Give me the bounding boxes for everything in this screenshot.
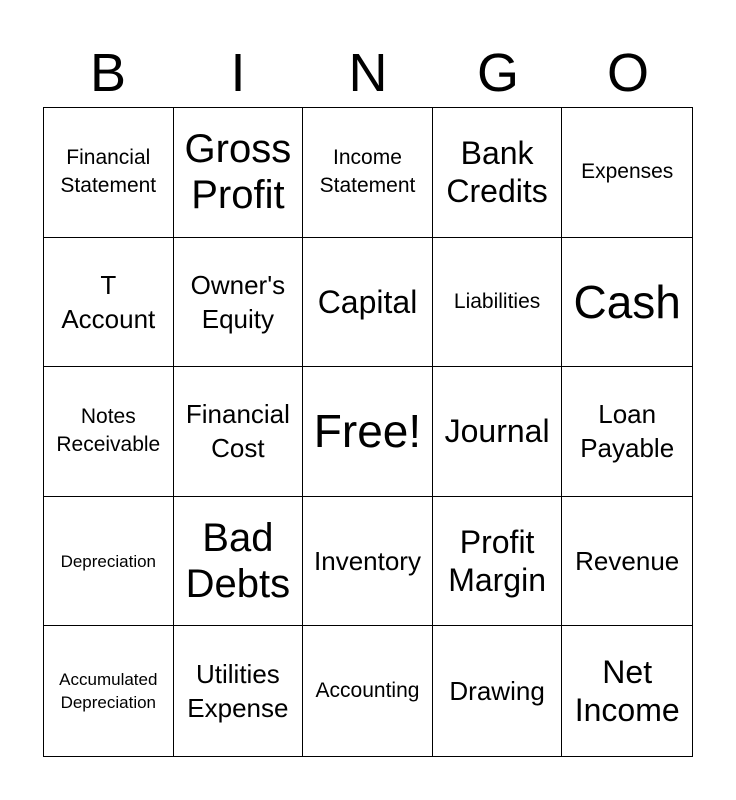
- cell-text: Liabilities: [453, 289, 541, 313]
- bingo-cell-r4c2[interactable]: [174, 497, 304, 627]
- bingo-cell-r3c5[interactable]: [562, 367, 692, 497]
- bingo-cell-r5c4[interactable]: [433, 626, 563, 756]
- bingo-cell-r4c3[interactable]: [303, 497, 433, 627]
- header-letter-o: O: [606, 43, 649, 103]
- bingo-cell-free[interactable]: [303, 367, 433, 497]
- header-letter-g: G: [476, 43, 519, 103]
- bingo-cell-r5c5[interactable]: [562, 626, 692, 756]
- bingo-cell-r1c4[interactable]: [433, 108, 563, 238]
- header-letter-n: N: [348, 43, 388, 103]
- bingo-cell-r5c1[interactable]: [44, 626, 174, 756]
- bingo-cell-r5c3[interactable]: [303, 626, 433, 756]
- cell-text: Financial Cost: [185, 399, 290, 464]
- cell-text: Free!: [313, 405, 422, 458]
- bingo-cell-r2c1[interactable]: [44, 238, 174, 368]
- cell-text: Net Income: [574, 654, 680, 729]
- bingo-cell-r3c1[interactable]: [44, 367, 174, 497]
- header-letter-i: I: [230, 43, 246, 103]
- header-letter-b: B: [89, 43, 127, 103]
- cell-text: Expenses: [581, 160, 674, 184]
- bingo-cell-r4c5[interactable]: [562, 497, 692, 627]
- bingo-cell-r2c3[interactable]: [303, 238, 433, 368]
- cell-text: Notes Receivable: [56, 405, 161, 457]
- cell-text: T Account: [61, 269, 156, 334]
- bingo-header: [43, 38, 693, 108]
- cell-text: Accounting: [315, 679, 420, 703]
- cell-text: Cash: [573, 275, 681, 328]
- cell-text: Owner's Equity: [190, 269, 286, 334]
- bingo-cell-r1c2[interactable]: [174, 108, 304, 238]
- bingo-cell-r1c1[interactable]: [44, 108, 174, 238]
- cell-text: Gross Profit: [184, 127, 292, 218]
- cell-text: Income Statement: [319, 146, 416, 198]
- cell-text: Inventory: [314, 546, 421, 577]
- cell-text: Loan Payable: [580, 399, 675, 464]
- bingo-cell-r5c2[interactable]: [174, 626, 304, 756]
- cell-text: Financial Statement: [60, 146, 157, 198]
- bingo-cell-r2c5[interactable]: [562, 238, 692, 368]
- cell-text: Drawing: [449, 676, 545, 707]
- cell-text: Utilities Expense: [187, 659, 289, 724]
- bingo-cell-r2c2[interactable]: [174, 238, 304, 368]
- bingo-cell-r1c3[interactable]: [303, 108, 433, 238]
- cell-text: Profit Margin: [448, 524, 546, 599]
- bingo-cell-r2c4[interactable]: [433, 238, 563, 368]
- cell-text: Capital: [317, 283, 418, 320]
- cell-text: Journal: [444, 413, 550, 450]
- cell-text: Bank Credits: [446, 135, 548, 210]
- bingo-board: [43, 107, 693, 757]
- cell-text: Revenue: [575, 546, 680, 577]
- bingo-cell-r3c2[interactable]: [174, 367, 304, 497]
- bingo-cell-r4c1[interactable]: [44, 497, 174, 627]
- bingo-cell-r4c4[interactable]: [433, 497, 563, 627]
- cell-text: Accumulated Depreciation: [59, 670, 158, 713]
- cell-text: Bad Debts: [185, 516, 291, 607]
- cell-text: Depreciation: [60, 551, 157, 571]
- bingo-cell-r1c5[interactable]: [562, 108, 692, 238]
- bingo-cell-r3c4[interactable]: [433, 367, 563, 497]
